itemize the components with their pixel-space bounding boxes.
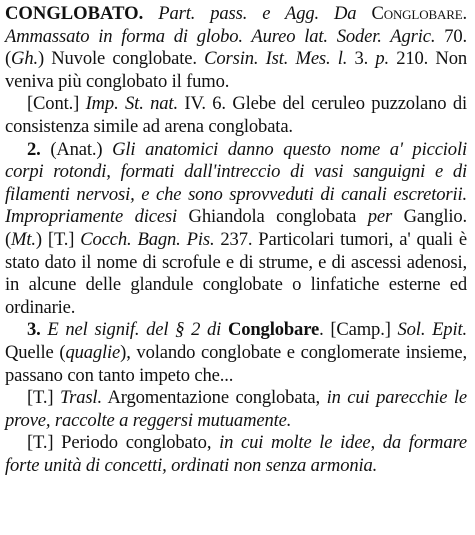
cross-reference: Conglobare — [227, 319, 320, 341]
citation-source: Imp. St. nat. — [85, 93, 178, 115]
example-text: IV. 6. Glebe del ceruleo puzzolano di consistenza simile ad arena conglobata. — [5, 93, 467, 137]
example-text: ), volando conglobate e conglomerate insieme, passano con tanto impeto che... — [5, 341, 468, 386]
citation-source: Sol. Epit. — [397, 319, 467, 341]
entry-sense-2 — [5, 139, 467, 320]
example-text: 237. Particolari tumori, a' quali è stato dato il nome di scrofule e di strume, e di ascessi adenosi, in alcune delle glandule conglobate o linfatiche esterne ed ordinarie. — [5, 228, 467, 318]
citation-page: p. — [375, 48, 390, 70]
headword: CONGLOBATO. — [5, 3, 144, 24]
definition-text: Gli anatomici danno questo nome a' piccioli corpi rotondi, formati dall'intreccio di vasi sanguigni e di filamenti nervosi, e che sono sprovveduti di canali escretorii. Impropriamente dicesi — [5, 138, 467, 228]
definition-text: Ammassato in forma di globo. Aureo lat. Soder. Agric. — [5, 25, 436, 47]
entry-figurative — [5, 387, 467, 432]
gloss: quaglie — [65, 341, 121, 363]
text-run: . — [462, 3, 468, 24]
editor-tag: . [Camp.] — [319, 319, 398, 341]
sense-number: 3. — [27, 319, 41, 341]
text-run: 3. — [347, 48, 376, 70]
definition-text: in cui molte le idee, da formare forte unità di concetti, ordinati non senza armonia. — [5, 432, 467, 476]
domain-label: (Anat.) — [40, 138, 113, 160]
definition-text: E nel signif. del § 2 di — [40, 319, 228, 341]
example-text: ) Nuvole conglobate. — [37, 48, 205, 70]
example-text: Quelle ( — [5, 341, 66, 363]
text-run: Ganglio. ( — [5, 206, 467, 250]
example-text: 210. Non veniva più conglobato il fumo. — [5, 48, 467, 92]
text-run: Ghiandola conglobata — [177, 206, 368, 228]
editor-tag: [T.] — [27, 387, 60, 409]
citation-source: Corsin. Ist. Mes. l. — [204, 48, 348, 70]
definition-text: in cui parecchie le prove, raccolte a reggersi mutuamente. — [5, 387, 467, 431]
example-text: [T.] Periodo conglobato, — [27, 432, 220, 454]
editor-tag: [Cont.] — [27, 93, 86, 115]
editor-tag: ) [T.] — [35, 228, 81, 250]
grammar-note: Part. pass. e Agg. Da — [158, 3, 357, 24]
entry-periodo — [5, 432, 467, 477]
sense-number: 2. — [27, 138, 41, 160]
entry-definition — [5, 3, 467, 93]
cross-reference: Conglobare — [371, 3, 463, 24]
dictionary-entry — [5, 3, 467, 477]
source-abbrev: Mt. — [11, 228, 36, 250]
entry-sense-3 — [5, 319, 467, 387]
text-run: 70. ( — [5, 25, 467, 70]
entry-citation — [5, 93, 467, 138]
citation-source: Cocch. Bagn. Pis. — [80, 228, 215, 250]
text-run: per — [367, 206, 393, 228]
source-abbrev: Gh. — [11, 48, 38, 70]
example-text: Argomentazione conglobata, — [101, 387, 327, 409]
usage-label: Trasl. — [59, 387, 102, 409]
